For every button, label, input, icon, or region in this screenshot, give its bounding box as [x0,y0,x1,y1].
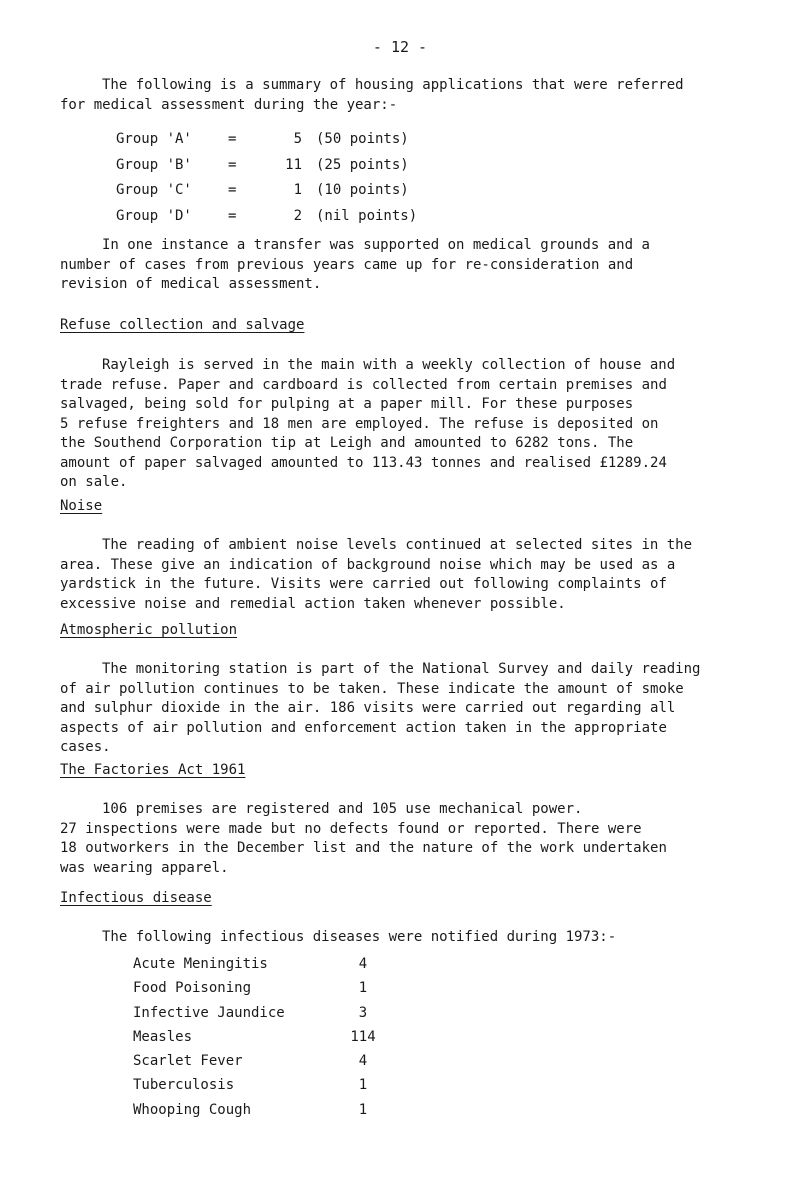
disease-count: 1 [358,980,368,997]
transfer-line-3: revision of medical assessment. [60,276,322,292]
group-count: 2 [293,207,302,224]
intro-line-2: for medical assessment during the year:- [60,96,398,113]
equals-sign: = [228,156,237,173]
group-name: Group 'A' [116,131,192,147]
disease-name: Scarlet Fever [133,1053,243,1070]
group-name: Group 'B' [116,156,192,173]
atmospheric-line-5: cases. [60,739,111,755]
disease-name: Tuberculosis [133,1077,235,1094]
refuse-line-6: amount of paper salvaged amounted to 113.43 tonnes and realised £1289.24 [60,454,667,471]
disease-count: 1 [358,1077,368,1094]
disease-count: 4 [358,1053,368,1070]
group-name: Group 'C' [116,182,192,198]
noise-line-2: area. These give an indication of background noise which may be used as a [60,556,676,573]
disease-count: 3 [358,1004,368,1021]
noise-line-3: yardstick in the future. Visits were carried out following complaints of [60,576,667,592]
refuse-heading: Refuse collection and salvage [60,317,305,333]
disease-count: 114 [350,1028,376,1045]
factories-line-1: 106 premises are registered and 105 use mechanical power. [102,801,583,817]
refuse-line-5: the Southend Corporation tip at Leigh and amounted to 6282 tons. The [60,435,634,451]
equals-sign: = [228,207,237,224]
disease-name: Whooping Cough [133,1101,252,1118]
factories-line-4: was wearing apparel. [60,859,229,876]
refuse-line-7: on sale. [60,474,128,490]
factories-line-3: 18 outworkers in the December list and the nature of the work undertaken [60,840,667,856]
group-points: (nil points) [316,207,418,224]
group-points: (50 points) [316,131,409,147]
factories-heading: The Factories Act 1961 [60,762,246,778]
disease-name: Measles [133,1028,193,1045]
intro-line-1: The following is a summary of housing applications that were referred [102,77,684,93]
page-number: - 12 - [372,38,428,56]
atmospheric-line-2: of air pollution continues to be taken. These indicate the amount of smoke [60,680,684,697]
noise-line-4: excessive noise and remedial action taken whenever possible. [60,595,566,612]
atmospheric-line-4: aspects of air pollution and enforcement action taken in the appropriate [60,719,667,736]
equals-sign: = [228,182,237,198]
group-count: 11 [285,156,302,173]
transfer-line-1: In one instance a transfer was supported on medical grounds and a [102,237,650,253]
refuse-line-1: Rayleigh is served in the main with a weekly collection of house and [102,357,676,373]
group-points: (25 points) [316,156,409,173]
equals-sign: = [228,131,237,147]
group-name: Group 'D' [116,207,192,224]
disease-count: 4 [358,956,368,972]
disease-name: Food Poisoning [133,980,252,997]
factories-line-2: 27 inspections were made but no defects found or reported. There were [60,820,642,837]
refuse-line-3: salvaged, being sold for pulping at a paper mill. For these purposes [60,396,634,412]
disease-name: Acute Meningitis [133,956,268,972]
group-count: 5 [293,131,302,147]
group-count: 1 [293,182,302,198]
noise-line-1: The reading of ambient noise levels continued at selected sites in the [102,537,693,553]
atmospheric-line-1: The monitoring station is part of the National Survey and daily reading [102,661,701,677]
infectious-heading: Infectious disease [60,890,212,906]
disease-count: 1 [358,1101,368,1118]
transfer-line-2: number of cases from previous years came up for re-consideration and [60,256,634,273]
disease-name: Infective Jaundice [133,1004,285,1021]
noise-heading: Noise [60,498,103,514]
atmospheric-line-3: and sulphur dioxide in the air. 186 visits were carried out regarding all [60,700,676,716]
atmospheric-heading: Atmospheric pollution [60,622,238,638]
group-points: (10 points) [316,182,409,198]
infectious-intro: The following infectious diseases were notified during 1973:- [102,929,617,945]
refuse-line-4: 5 refuse freighters and 18 men are employed. The refuse is deposited on [60,415,659,432]
refuse-line-2: trade refuse. Paper and cardboard is collected from certain premises and [60,376,667,393]
